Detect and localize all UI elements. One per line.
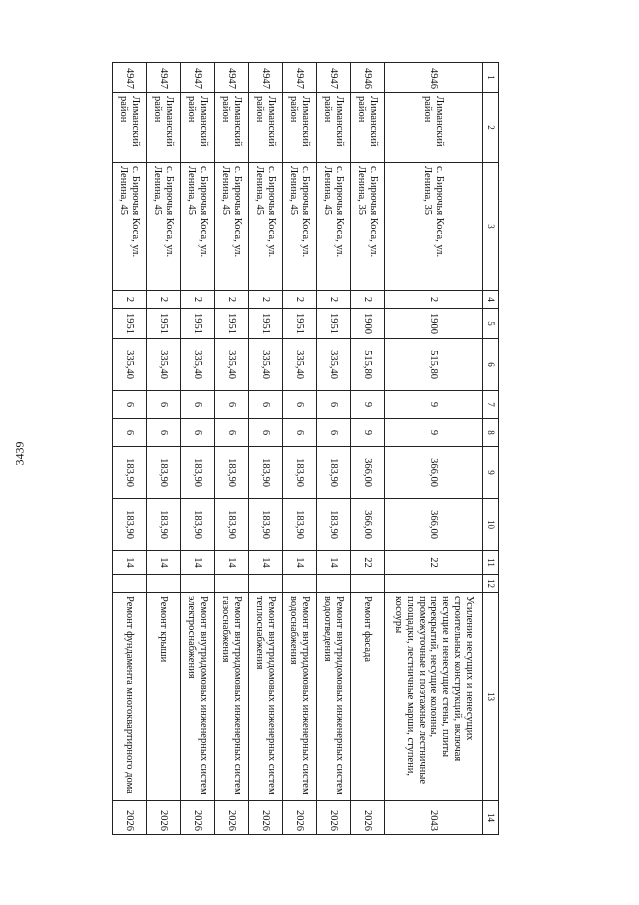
year-cell: 1951 [249, 309, 283, 339]
total-area-cell: 335,40 [215, 339, 249, 391]
header-row [483, 63, 499, 835]
capital-repair-table [112, 62, 499, 835]
col10-area-cell: 183,90 [249, 499, 283, 551]
address-cell: с. Бирючья Коса, ул. Ленина, 45 [113, 163, 147, 291]
col10-area-cell: 366,00 [351, 499, 385, 551]
record-id-cell: 4947 [215, 63, 249, 93]
table-row [317, 63, 351, 835]
col7-cell: 6 [147, 391, 181, 419]
col12-cell [351, 575, 385, 593]
column-header: 2 [483, 93, 499, 163]
district-cell: Лиманский район [317, 93, 351, 163]
column-header: 13 [483, 593, 499, 801]
col9-area-cell: 183,90 [215, 447, 249, 499]
year-planned-cell: 2026 [113, 801, 147, 835]
col11-cell: 14 [249, 551, 283, 575]
column-header: 6 [483, 339, 499, 391]
floors-cell: 2 [385, 291, 483, 309]
column-header: 10 [483, 499, 499, 551]
table-body [113, 63, 483, 835]
col11-cell: 14 [113, 551, 147, 575]
column-header: 7 [483, 391, 499, 419]
col8-cell: 6 [215, 419, 249, 447]
year-cell: 1951 [147, 309, 181, 339]
table-row [215, 63, 249, 835]
record-id-cell: 4947 [283, 63, 317, 93]
district-cell: Лиманский район [181, 93, 215, 163]
table-row [113, 63, 147, 835]
address-cell: с. Бирючья Коса, ул. Ленина, 45 [249, 163, 283, 291]
col9-area-cell: 183,90 [147, 447, 181, 499]
total-area-cell: 335,40 [249, 339, 283, 391]
total-area-cell: 335,40 [181, 339, 215, 391]
col7-cell: 6 [317, 391, 351, 419]
year-cell: 1951 [283, 309, 317, 339]
address-cell: с. Бирючья Коса, ул. Ленина, 45 [147, 163, 181, 291]
total-area-cell: 335,40 [147, 339, 181, 391]
work-type-cell: Ремонт фасада [351, 593, 385, 801]
col11-cell: 22 [385, 551, 483, 575]
district-cell: Лиманский район [147, 93, 181, 163]
record-id-cell: 4947 [181, 63, 215, 93]
year-planned-cell: 2026 [181, 801, 215, 835]
floors-cell: 2 [113, 291, 147, 309]
col8-cell: 6 [317, 419, 351, 447]
address-cell: с. Бирючья Коса, ул. Ленина, 45 [283, 163, 317, 291]
col9-area-cell: 183,90 [317, 447, 351, 499]
address-cell: с. Бирючья Коса, ул. Ленина, 45 [181, 163, 215, 291]
total-area-cell: 335,40 [283, 339, 317, 391]
col11-cell: 14 [215, 551, 249, 575]
col8-cell: 6 [147, 419, 181, 447]
col12-cell [181, 575, 215, 593]
col10-area-cell: 183,90 [317, 499, 351, 551]
capital-repair-table-container [89, 62, 499, 834]
column-header: 14 [483, 801, 499, 835]
col9-area-cell: 366,00 [351, 447, 385, 499]
district-cell: Лиманский район [249, 93, 283, 163]
column-header: 5 [483, 309, 499, 339]
col7-cell: 9 [385, 391, 483, 419]
table-row [351, 63, 385, 835]
col9-area-cell: 366,00 [385, 447, 483, 499]
record-id-cell: 4947 [249, 63, 283, 93]
total-area-cell: 335,40 [317, 339, 351, 391]
district-cell: Лиманский район [283, 93, 317, 163]
col8-cell: 6 [283, 419, 317, 447]
district-cell: Лиманский район [113, 93, 147, 163]
column-header: 4 [483, 291, 499, 309]
table-row [147, 63, 181, 835]
year-cell: 1951 [317, 309, 351, 339]
col11-cell: 14 [181, 551, 215, 575]
col10-area-cell: 183,90 [181, 499, 215, 551]
col8-cell: 6 [249, 419, 283, 447]
work-type-cell: Ремонт внутридомовых инженерных систем теплоснабжения [249, 593, 283, 801]
col10-area-cell: 183,90 [113, 499, 147, 551]
floors-cell: 2 [181, 291, 215, 309]
col12-cell [113, 575, 147, 593]
year-planned-cell: 2026 [147, 801, 181, 835]
col9-area-cell: 183,90 [249, 447, 283, 499]
year-planned-cell: 2026 [317, 801, 351, 835]
column-header: 11 [483, 551, 499, 575]
total-area-cell: 335,40 [113, 339, 147, 391]
col7-cell: 6 [113, 391, 147, 419]
work-type-cell: Усиление несущих и ненесущих строительных конструкций, включая несущие и ненесущие стены, плиты перекрытий, несущие колонны, промежуточные и поэтажные лестничные площадки, лестничные марши, ступени, косоуры [385, 593, 483, 801]
column-header: 9 [483, 447, 499, 499]
work-type-cell: Ремонт внутридомовых инженерных систем водоотведения [317, 593, 351, 801]
column-header: 3 [483, 163, 499, 291]
col10-area-cell: 366,00 [385, 499, 483, 551]
year-planned-cell: 2026 [283, 801, 317, 835]
col10-area-cell: 183,90 [147, 499, 181, 551]
year-planned-cell: 2026 [249, 801, 283, 835]
table-row [283, 63, 317, 835]
col12-cell [215, 575, 249, 593]
col9-area-cell: 183,90 [113, 447, 147, 499]
table-row [249, 63, 283, 835]
col7-cell: 6 [181, 391, 215, 419]
col7-cell: 9 [351, 391, 385, 419]
col10-area-cell: 183,90 [215, 499, 249, 551]
district-cell: Лиманский район [385, 93, 483, 163]
record-id-cell: 4947 [113, 63, 147, 93]
record-id-cell: 4946 [351, 63, 385, 93]
table-row [181, 63, 215, 835]
work-type-cell: Ремонт внутридомовых инженерных систем электроснабжения [181, 593, 215, 801]
col8-cell: 9 [351, 419, 385, 447]
district-cell: Лиманский район [215, 93, 249, 163]
col11-cell: 14 [147, 551, 181, 575]
record-id-cell: 4947 [147, 63, 181, 93]
floors-cell: 2 [249, 291, 283, 309]
col8-cell: 6 [113, 419, 147, 447]
work-type-cell: Ремонт внутридомовых инженерных систем водоснабжения [283, 593, 317, 801]
col7-cell: 6 [283, 391, 317, 419]
address-cell: с. Бирючья Коса, ул. Ленина, 35 [385, 163, 483, 291]
floors-cell: 2 [215, 291, 249, 309]
year-cell: 1951 [113, 309, 147, 339]
work-type-cell: Ремонт крыши [147, 593, 181, 801]
year-cell: 1900 [351, 309, 385, 339]
column-header: 8 [483, 419, 499, 447]
record-id-cell: 4947 [317, 63, 351, 93]
col7-cell: 6 [249, 391, 283, 419]
year-cell: 1951 [181, 309, 215, 339]
year-cell: 1900 [385, 309, 483, 339]
col11-cell: 14 [317, 551, 351, 575]
col9-area-cell: 183,90 [181, 447, 215, 499]
column-header: 1 [483, 63, 499, 93]
col9-area-cell: 183,90 [283, 447, 317, 499]
table-row [385, 63, 483, 835]
floors-cell: 2 [283, 291, 317, 309]
column-header: 12 [483, 575, 499, 593]
work-type-cell: Ремонт внутридомовых инженерных систем газоснабжения [215, 593, 249, 801]
col11-cell: 22 [351, 551, 385, 575]
address-cell: с. Бирючья Коса, ул. Ленина, 45 [215, 163, 249, 291]
total-area-cell: 515,80 [351, 339, 385, 391]
col8-cell: 9 [385, 419, 483, 447]
year-planned-cell: 2043 [385, 801, 483, 835]
address-cell: с. Бирючья Коса, ул. Ленина, 35 [351, 163, 385, 291]
col12-cell [147, 575, 181, 593]
col12-cell [317, 575, 351, 593]
floors-cell: 2 [317, 291, 351, 309]
col12-cell [249, 575, 283, 593]
address-cell: с. Бирючья Коса, ул. Ленина, 45 [317, 163, 351, 291]
record-id-cell: 4946 [385, 63, 483, 93]
col12-cell [283, 575, 317, 593]
col10-area-cell: 183,90 [283, 499, 317, 551]
work-type-cell: Ремонт фундамента многоквартирного дома [113, 593, 147, 801]
col12-cell [385, 575, 483, 593]
year-planned-cell: 2026 [351, 801, 385, 835]
col11-cell: 14 [283, 551, 317, 575]
col7-cell: 6 [215, 391, 249, 419]
floors-cell: 2 [351, 291, 385, 309]
floors-cell: 2 [147, 291, 181, 309]
total-area-cell: 515,80 [385, 339, 483, 391]
year-planned-cell: 2026 [215, 801, 249, 835]
district-cell: Лиманский район [351, 93, 385, 163]
year-cell: 1951 [215, 309, 249, 339]
page-number: 3439 [12, 441, 27, 466]
col8-cell: 6 [181, 419, 215, 447]
